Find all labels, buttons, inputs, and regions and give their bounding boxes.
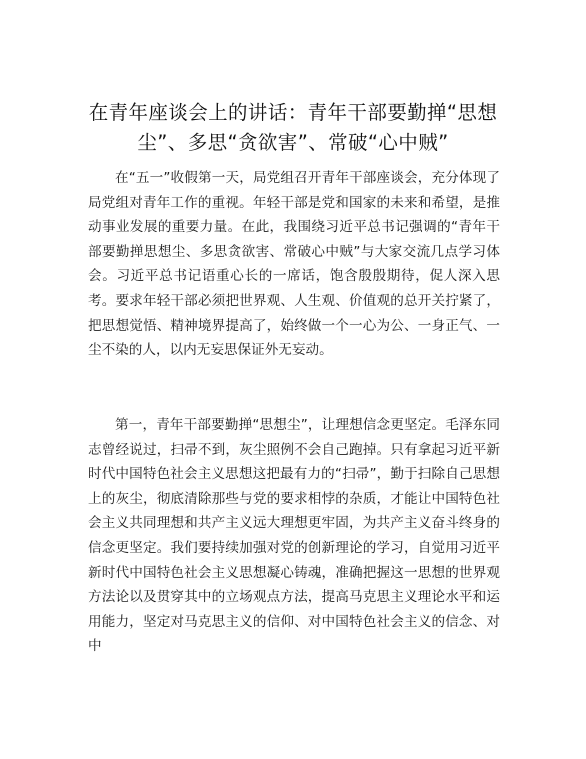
document-title: 在青年座谈会上的讲话：青年干部要勤掸“思想尘”、多思“贪欲害”、常破“心中贼” — [88, 101, 498, 154]
body-paragraph-2: 第一，青年干部要勤掸“思想尘”，让理想信念更坚定。毛泽东同志曾经说过，扫帚不到，灰尘照例不会自己跑掉。只有拿起习近平新时代中国特色社会主义思想这把最有力的“扫帚”，勤于扫除自己思想上的灰尘，彻底清除那些与党的要求相悖的杂质，才能让中国特色社会主义共同理想和共产主义远大理想更牢固，为共产主义奋斗终身的信念更坚定。我们要持续加强对党的创新理论的学习，自觉用习近平新时代中国特色社会主义思想凝心铸魂，准确把握这一思想的世界观方法论以及贯穿其中的立场观点方法，提高马克思主义理论水平和运用能力，坚定对马克思主义的信仰、对中国特色社会主义的信念、对中 — [88, 417, 500, 655]
body-paragraph-1: 在“五一”收假第一天，局党组召开青年干部座谈会，充分体现了局党组对青年工作的重视。年轻干部是党和国家的未来和希望，是推动事业发展的重要力量。在此，我围绕习近平总书记强调的“青年干部要勤掸思想尘、多思贪欲害、常破心中贼”与大家交流几点学习体会。习近平总书记语重心长的一席话，饱含殷殷期待，促人深入思考。要求年轻干部必须把世界观、人生观、价值观的总开关拧紧了，把思想觉悟、精神境界提高了，始终做一个一心为公、一身正气、一尘不染的人，以内无妄思保证外无妄动。 — [88, 170, 500, 359]
